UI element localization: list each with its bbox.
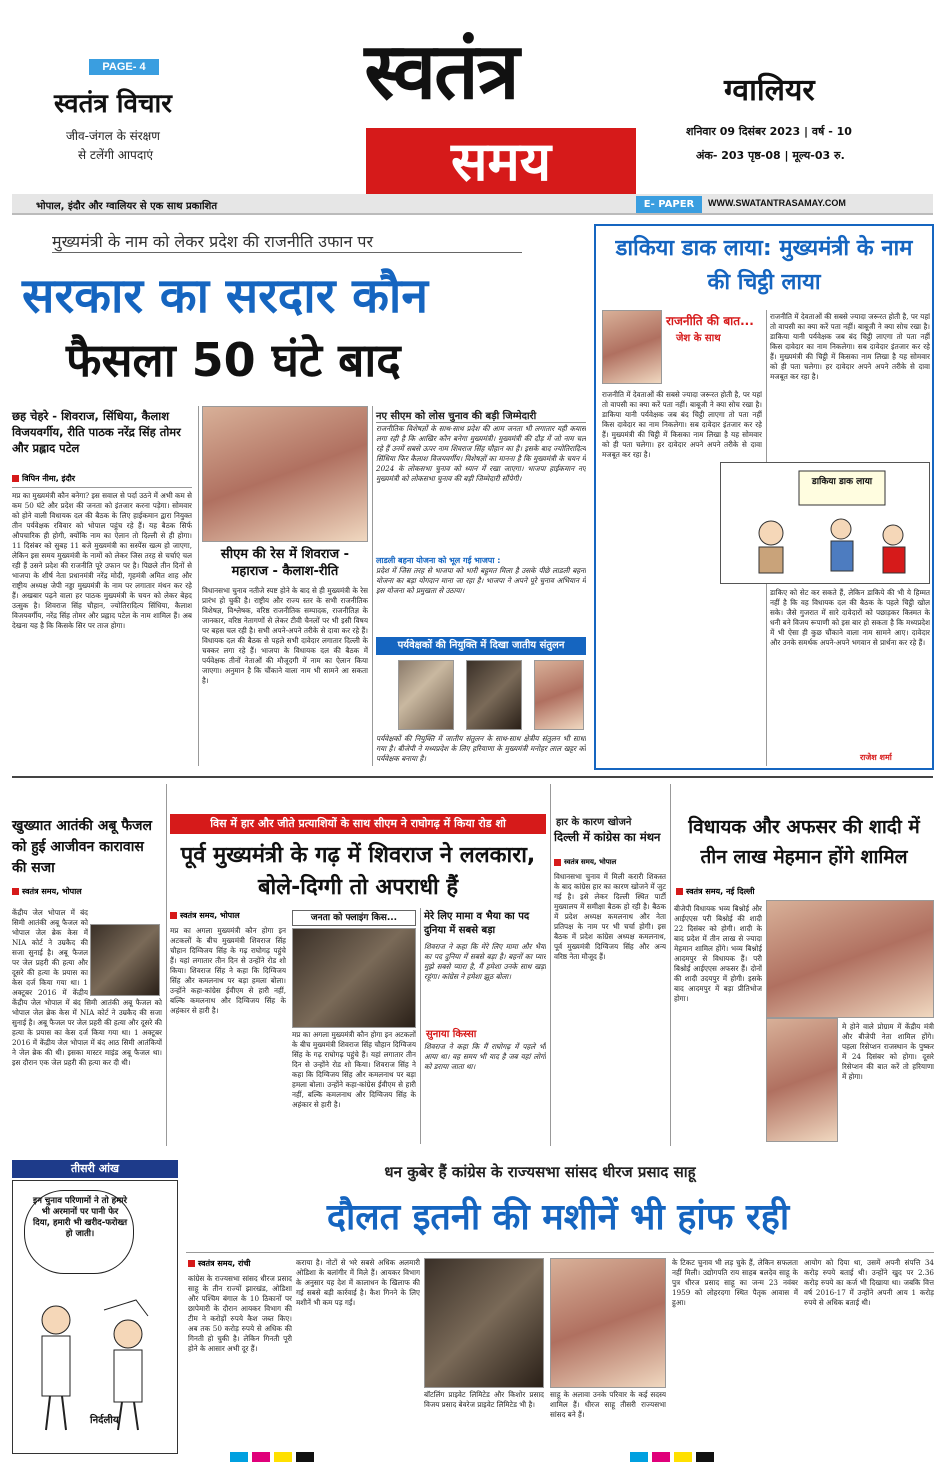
wedding-byline: स्वतंत्र समय, नई दिल्ली — [676, 886, 755, 897]
congress-headline: दिल्ली में कांग्रेस का मंथन — [554, 830, 661, 844]
cash-body-a: कांग्रेस के राज्यसभा सांसद धीरज प्रसाद साहू के तीन राज्यों झारखंड, ओडिशा और पश्चिम बंगाल के 10 ठिकानों पर छापेमारी के दौरान आयकर विभाग की टीम ने करोड़ों रुपये कैश जब्त किए। अब तक 50 करोड़ रुपये से अधिक की गिनती हो चुकी है। लेकिन गिनती पूरी होने के आसार अभी दूर हैं। — [188, 1274, 292, 1353]
registration-mark-black — [296, 1452, 314, 1462]
bottom-byline: स्वतंत्र समय, रांची — [188, 1258, 250, 1269]
issue-line: अंक- 203 पृष्ठ-08 | मूल्य-03 रु. — [696, 149, 845, 162]
lead-headline-2: फैसला 50 घंटे बाद — [66, 333, 401, 387]
registration-mark-yellow-2 — [674, 1452, 692, 1462]
epaper-tag: E- PAPER — [636, 196, 702, 213]
right-top-headline: डाकिया डाक लाया: मुख्यमंत्री के नाम की चिट्ठी लाया — [615, 236, 913, 295]
cash-body-b: कराया है। नोटों से भरे सबसे अधिक अलमारी ओडिशा के बलांगीर में मिले हैं। आयकर विभाग के अनुसार यह देश में कालाधन के खिलाफ की गई सबसे बड़ी कार्रवाई है। कैश गिनने के लिए मशीनें भी कम पड़ गईं। — [296, 1258, 420, 1307]
cash-photo — [424, 1258, 544, 1388]
cartoon-label: निर्दलीय — [90, 1415, 119, 1426]
cartoon-caption: डाकिया डाक लाया — [811, 477, 873, 487]
lead-photo-caption: सीएम की रेस में शिवराज - महाराज - कैलाश-रीति — [220, 547, 350, 579]
abu-byline: स्वतंत्र समय, भोपाल — [12, 886, 82, 897]
city-name: ग्वालियर — [724, 73, 815, 108]
registration-mark-yellow — [274, 1452, 292, 1462]
columnist-photo — [602, 310, 662, 384]
logo-bottom: समय — [450, 130, 552, 193]
mama-body: शिवराज ने कहा कि मेरे लिए मामा और भैया का पद दुनिया में सबसे बड़ा है। बहनों का प्यार मुझे सबसे प्यारा है, मैं हमेशा उनके साथ खड़ा रहूंगा। कांग्रेस ने हमेशा झूठ बोला। — [424, 942, 546, 981]
ladli-box-head: लाडली बहना योजना को भूल गई भाजपा : — [376, 556, 501, 565]
column-signoff: राजेश शर्मा — [860, 753, 892, 762]
right-body-b: राजनीति में देवताओं की सबसे ज्यादा जरूरत होती है, पर यहां तो वापसी का क्या करें पता नहीं। बाबूजी ने क्या सोच रखा है। डाकिया यानी पर्यवेक्षक जब बंद चिट्ठी लाएगा तो पता नहीं किस दावेदार का नाम निकलेगा। सब दावेदार इंतजार कर रहे हैं। मुख्यमंत्री की चिट्ठी में किसका नाम लिखा है यह सोमवार को ही पता चलेगा। हर दावेदार अपने अपने तरीके से दावा मजबूत कर रहा है। — [770, 312, 930, 381]
abu-body: केंद्रीय जेल भोपाल में बंद सिमी आतंकी अबू फैजल को भोपाल जेल ब्रेक केस में NIA कोर्ट ने उम्रकैद की सजा सुनाई है। अबू फैजल पर जेल प्रहरी की हत्या और दूसरे की हत्या के प्रयास का केस दर्ज किया गया था। 1 अक्टूबर 2016 में केंद्रीय — [12, 908, 88, 997]
section-title: स्वतंत्र विचार — [54, 89, 172, 119]
observer-banner: पर्यवेक्षकों की नियुक्ति में दिखा जातीय संतुलन — [376, 637, 586, 655]
congress-byline: स्वतंत्र समय, भोपाल — [554, 858, 616, 867]
logo-top: स्वतंत्र — [364, 27, 518, 117]
kissa-body: शिवराज ने कहा कि मैं राघोगढ़ में पहले भी आया था। वह समय भी याद है जब यहां लोगों को डराया जाता था। — [424, 1042, 546, 1071]
roadshow-banner: विस में हार और जीते प्रत्याशियों के साथ सीएम ने राघोगढ़ में किया रोड शो — [170, 814, 546, 834]
tagline: भोपाल, इंदौर और ग्वालियर से एक साथ प्रकाशित — [36, 201, 218, 212]
congress-body: विधानसभा चुनाव में मिली करारी शिकस्त के बाद कांग्रेस हार का कारण खोजने में जुट गई है। इसे लेकर दिल्ली स्थित पार्टी मुख्यालय में समीक्षा बैठक हो रही है। बैठक में प्रदेश अध्यक्ष कमलनाथ और नेता प्रतिपक्ष के नाम पर भी चर्चा होगी। इस बैठक में प्रदेश कांग्रेस अध्यक्ष कमलनाथ, पूर्व मुख्यमंत्री दिग्विजय सिंह और अन्य वरिष्ठ नेता मौजूद हैं। — [554, 872, 666, 961]
wedding-headline: विधायक और अफसर की शादी में तीन लाख मेहमान होंगे शामिल — [688, 816, 920, 868]
bottom-headline: दौलत इतनी की मशीनें भी हांफ रही — [326, 1197, 790, 1238]
sahu-photo — [550, 1258, 666, 1388]
mama-headline: मेरे लिए मामा व भैया का पद दुनिया में सबसे बड़ा — [424, 911, 530, 936]
roadshow-photo — [292, 928, 416, 1028]
flying-kiss-label: जनता को फ्लाइंग किस... — [292, 910, 416, 926]
column-author: जेश के साथ — [676, 333, 721, 344]
observer-photo-3 — [534, 660, 584, 730]
roadshow-headline: पूर्व मुख्यमंत्री के गढ़ में शिवराज ने ललकारा, बोले-दिग्गी तो अपराधी हैं — [180, 843, 536, 900]
lead-byline: विपिन नीमा, इंदौर — [12, 473, 75, 484]
website-link[interactable]: WWW.SWATANTRASAMAY.COM — [708, 198, 846, 208]
wedding-photo-1 — [766, 900, 934, 1018]
cash-body-e: के टिकट चुनाव भी लड़ चुके हैं, लेकिन सफलता नहीं मिली। उद्योगपति राय साहब बलदेव साहू के पुत्र धीरज प्रसाद साहू का जन्म 23 नवंबर 1959 को लोहरदगा स्थित पैतृक आवास में हुआ। — [672, 1258, 798, 1307]
wedding-photo-2 — [766, 1018, 838, 1142]
registration-mark-magenta — [252, 1452, 270, 1462]
roadshow-byline: स्वतंत्र समय, भोपाल — [170, 910, 240, 921]
page-label: PAGE- 4 — [89, 59, 159, 75]
congress-kicker: हार के कारण खोजने — [556, 817, 632, 828]
abu-headline: खुख्यात आतंकी अबू फैजल को हुई आजीवन कारावास की सजा — [12, 818, 153, 876]
cartoon-speech: इन चुनाव परिणामों ने तो हमारे भी अरमानों पर पानी फेर दिया, हमारी भी खरीद-फरोख्त हो जाती। — [32, 1196, 128, 1239]
lead-body-b: विधानसभा चुनाव नतीजे स्पष्ट होने के बाद से ही मुख्यमंत्री के रेस प्रारंभ हो चुकी है। राष्ट्रीय और राज्य स्तर के सभी राजनीतिक विशेषज्ञ, विश्लेषक, वरिष्ठ राजनीतिक सम्पादक, राजनीतिज्ञ के जानकार, वरिष्ठ नेतागणों से लेकर टीवी चैनलों पर भी इसी विषय पर बहस चल रही है। सभी अपने-अपने तरीके से दावा कर रहे हैं। विधायक दल की बैठक से पहले सभी दावेदार लगातार दिल्ली के चक्कर लगा रहे हैं। भाजपा के विधायक दल की बैठक में पर्यवेक्षक तीनों नेताओं की मौजूदगी में नाम का ऐलान किया जाएगा। अनुमान है कि चौंकाने वाला नाम भी सामने आ सकता है। — [202, 586, 368, 685]
abu-photo — [90, 924, 160, 996]
wedding-body-2: मे होने वाले प्रोग्राम में केंद्रीय मंत्री और बीजेपी नेता शामिल होंगे। पहला रिसेप्शन राजस्थान के पुष्कर में 24 दिसंबर को होगा। दूसरे रिसेप्शन की बात करें तो हरियाणा में होगा। — [842, 1022, 934, 1081]
registration-mark-black-2 — [696, 1452, 714, 1462]
lead-photo — [202, 406, 368, 542]
right-body-a: राजनीति में देवताओं की सबसे ज्यादा जरूरत होती है, पर यहां तो वापसी का क्या करें पता नहीं। बाबूजी ने क्या सोच रखा है। डाकिया यानी पर्यवेक्षक जब बंद चिट्ठी लाएगा तो पता नहीं किस दावेदार का नाम निकलेगा। सब दावेदार इंतजार कर रहे हैं। मुख्यमंत्री की चिट्ठी में किसका नाम लिखा है यह सोमवार को ही पता चलेगा। हर दावेदार अपने अपने तरीके से दावा मजबूत कर रहा है। — [602, 390, 762, 459]
abu-body-2: केंद्रीय जेल भोपाल में बंद सिमी आतंकी अबू फैजल को भोपाल जेल ब्रेक केस में NIA कोर्ट ने उम्रकैद की सजा सुनाई है। अबू फैजल पर जेल प्रहरी की हत्या और दूसरे की हत्या के प्रयास का केस दर्ज किया गया था। 1 अक्टूबर 2016 में केंद्रीय जेल भोपाल में बंद आठ सिमी आतंकियों ने जेल ब्रेक की थी। इसका मास्टर माइंड अबू फैजल था। इस दौरान एक जेल प्रहरी की हत्या कर दी थी। — [12, 998, 162, 1067]
observer-photo-1 — [398, 660, 454, 730]
registration-mark-magenta-2 — [652, 1452, 670, 1462]
bottom-kicker: धन कुबेर हैं कांग्रेस के राज्यसभा सांसद धीरज प्रसाद साहू — [384, 1163, 696, 1181]
lead-subhead: छह चेहरे - शिवराज, सिंधिया, कैलाश विजयवर्गीय, रीति पाठक नरेंद्र सिंह तोमर और प्रह्लाद पटेल — [12, 409, 181, 455]
lead-headline-1: सरकार का सरदार कौन — [22, 268, 429, 324]
cash-body-d: साहू के अलावा उनके परिवार के कई सदस्य शामिल हैं। धीरज साहू तीसरी राज्यसभा सांसद बने हैं। — [550, 1390, 666, 1419]
side-body: राजनीतिक विशेषज्ञों के साथ-साथ प्रदेश की आम जनता भी लगातार यही कयास लगा रही है कि आखिर कौन बनेगा मुख्यमंत्री। मुख्यमंत्री की दौड़ में जो नाम चल रहे हैं उनमें सबसे ऊपर नाम शिवराज सिंह चौहान का है। इसके बाद ज्योतिरादित्य सिंधिया फिर कैलाश विजयवर्गीय। विशेषज्ञों का मानना है कि मुख्यमंत्री के चयन में 2024 के लोकसभा चुनाव को ध्यान में रखा जाएगा। भाजपा हाईकमान नए मुख्यमंत्री को लोकसभा चुनाव की बड़ी जिम्मेदारी सौंपेगी। — [376, 424, 586, 483]
section-subtitle-2: से टलेंगी आपदाएं — [78, 148, 153, 162]
registration-mark-cyan-2 — [630, 1452, 648, 1462]
cash-body-f: आयोग को दिया था, उसमें अपनी संपत्ति 34 करोड़ रुपये बताई थी। उन्होंने खुद पर 2.36 करोड़ रुपये का कर्ज भी दिखाया था। जबकि वित्त वर्ष 2016-17 में उन्होंने अपनी आय 1 करोड़ रुपये से अधिक बताई थी। — [804, 1258, 934, 1307]
roadshow-body: मप्र का अगला मुख्यमंत्री कौन होगा इन अटकलों के बीच मुख्यमंत्री शिवराज सिंह चौहान दिग्विजय सिंह के गढ़ राघोगढ़ पहुंचे हैं। यहां लगातार तीन दिन से उन्होंने रोड शो किया। शिवराज सिंह ने कहा कि दिग्विजय सिंह और कमलनाथ पर बड़ा हमला बोला। उन्होंने कहा-कांग्रेस ईवीएम से हारी नहीं, बल्कि कमलनाथ और दिग्विजय सिंह के अहंकार से हारी है। — [170, 926, 286, 1015]
date-line: शनिवार 09 दिसंबर 2023 | वर्ष - 10 — [686, 125, 852, 138]
registration-mark-cyan — [230, 1452, 248, 1462]
wedding-body: बीजेपी विधायक भव्य बिश्नोई और आईएएस परी बिश्नोई की शादी 22 दिसंबर को होगी। शादी के बाद प्रदेश में तीन लाख से ज्यादा मेहमान शामिल होंगे। भव्य बिश्नोई आदमपुर से विधायक हैं। परी बिश्नोई आईएएस अफसर हैं। दोनों की शादी उदयपुर में होगी। इसके बाद आदमपुर में बड़ा प्रीतिभोज होगा। — [674, 904, 762, 1003]
lead-kicker: मुख्यमंत्री के नाम को लेकर प्रदेश की राजनीति उफान पर — [52, 230, 522, 253]
postman-cartoon — [720, 462, 930, 584]
column-title: राजनीति की बात... — [666, 314, 754, 328]
cartoon-title-bar: तीसरी आंख — [12, 1160, 178, 1178]
cash-body-c: बॉटलिंग प्राइवेट लिमिटेड और किशोर प्रसाद विजय प्रसाद बेवरेज प्राइवेट लिमिटेड भी है। — [424, 1390, 544, 1409]
roadshow-body-2: मप्र का अगला मुख्यमंत्री कौन होगा इन अटकलों के बीच मुख्यमंत्री शिवराज सिंह चौहान दिग्विजय सिंह के गढ़ राघोगढ़ पहुंचे हैं। यहां लगातार तीन दिन से उन्होंने रोड शो किया। शिवराज सिंह ने कहा कि दिग्विजय सिंह और कमलनाथ पर बड़ा हमला बोला। उन्होंने कहा-कांग्रेस ईवीएम से हारी नहीं, बल्कि कमलनाथ और दिग्विजय सिंह के अहंकार से हारी है। — [292, 1030, 416, 1109]
side-kicker: नए सीएम को लोस चुनाव की बड़ी जिम्मेदारी — [376, 408, 586, 423]
lead-body-a: मप्र का मुख्यमंत्री कौन बनेगा? इस सवाल से पर्दा उठने में अभी कम से कम 50 घंटे और प्रदेश की जनता को इंतजार करना पड़ेगा। सोमवार को होने वाली विधायक दल की बैठक के लिए हाईकमान द्वारा नियुक्त तीन पर्यवेक्षक रविवार को भोपाल पहुंच रहे हैं। यह बैठक सिर्फ औपचारिक ही होगी, क्योंकि नाम का ऐलान तो दिल्ली से ही होगा। 11 दिसंबर को सुबह 11 बजे मुख्यमंत्री का सस्पेंस खत्म हो जाएगा, लेकिन इस समय मुख्यमंत्री के नामों को लेकर जिस तरह से चर्चाएं चल रही हैं उसने प्रदेश की राजनीति पूरे उफान पर है। पिछले तीन दिनों से भाजपा के शीर्ष नेता प्रधानमंत्री नरेंद्र मोदी, गृहमंत्री अमित शाह और राष्ट्रीय अध्यक्ष जेपी नड्डा मुख्यमंत्री के नाम पर लगातार मंथन कर रहे हैं। अखबार पढ़ने वाला हर पाठक मुख्यमंत्री के चयन को लेकर बेहद उत्सुक है। शिवराज सिंह चौहान, ज्योतिरादित्य सिंधिया, कैलाश विजयवर्गीय, नरेंद्र सिंह तोमर और प्रह्लाद पटेल के नाम शामिल हैं। अब देखना यह है कि किसके सिर पर ताज होगा। — [12, 491, 192, 630]
ladli-box-body: प्रदेश में जिस तरह से भाजपा को भारी बहुमत मिला है उसके पीछे लाडली बहना योजना का बड़ा योगदान माना जा रहा है। भाजपा ने अपने पूरे चुनाव अभियान में इस योजना को प्रमुखता से उठाया। — [376, 566, 586, 595]
right-body-c: डाकिए को सेट कर सकते हैं, लेकिन डाकिये की भी ये हिम्मत नहीं है कि वह विधायक दल की बैठक के पहले चिट्ठी खोल सके। जैसे गुजरात में सारे दावेदारों को पछाड़कर किस्मत के धनी बने विजय रूपाणी को इस बार हो सकता है कि मध्यप्रदेश में भी ऐसा ही कुछ चौंकाने वाला नाम सामने आए। दावेदार और उनके समर्थक अपने-अपने भगवान से प्रार्थना कर रहे हैं। — [770, 588, 930, 647]
section-subtitle-1: जीव-जंगल के संरक्षण — [66, 129, 160, 143]
observer-photo-2 — [466, 660, 522, 730]
observer-body: पर्यवेक्षकों की नियुक्ति में जातीय संतुलन के साथ-साथ क्षेत्रीय संतुलन भी साधा गया है। बीजेपी ने मध्यप्रदेश के लिए हरियाणा के मुख्यमंत्री मनोहर लाल खट्टर को पर्यवेक्षक बनाया है। — [376, 734, 586, 763]
kissa-head: सुनाया किस्सा — [426, 1029, 477, 1040]
